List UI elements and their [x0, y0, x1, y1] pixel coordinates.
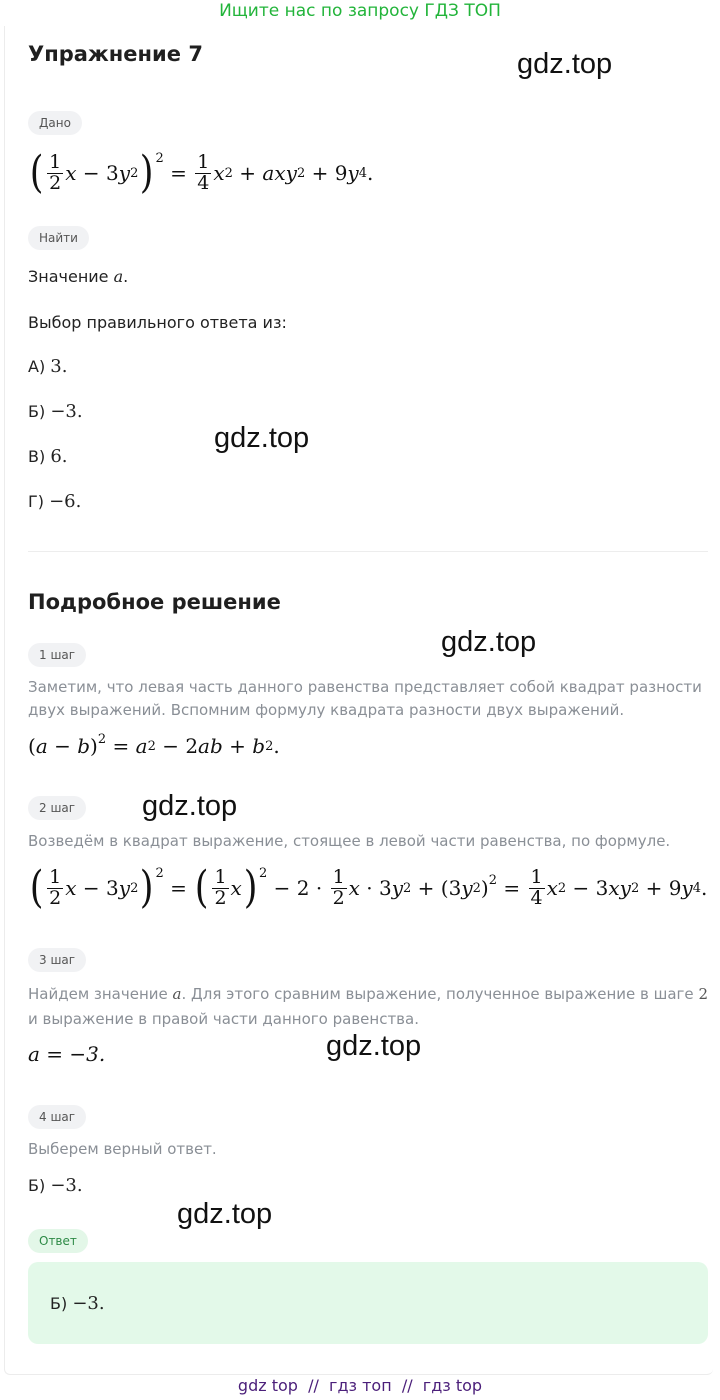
step-3-result: a = −3.: [28, 1042, 106, 1066]
option-a: А) 3.: [28, 356, 68, 377]
find-chip: Найти: [28, 226, 89, 250]
watermark: gdz.top: [326, 1030, 422, 1062]
divider: [28, 551, 708, 552]
step-2-chip: 2 шаг: [28, 796, 86, 820]
step-3-chip: 3 шаг: [28, 948, 86, 972]
answer-chip: Ответ: [28, 1229, 88, 1253]
given-equation: ( $\frac{1}{2}$ x − 3 y 2 ) $^2$ = $\frac{1}{4}$ x 2 + axy 2 + 9 y 4 .: [29, 147, 374, 198]
step-1-chip: 1 шаг: [28, 643, 86, 667]
given-chip: Дано: [28, 111, 82, 135]
step-1-formula: ( a − b ) $^2$ = a 2 − 2 ab + b 2 .: [28, 731, 280, 758]
step-4-text: Выберем верный ответ.: [28, 1140, 217, 1158]
page-title: Упражнение 7: [28, 42, 203, 66]
find-text: Значение a.: [28, 267, 129, 286]
top-banner[interactable]: Ищите нас по запросу ГДЗ ТОП: [219, 1, 501, 21]
watermark: gdz.top: [177, 1198, 273, 1230]
step-3-text: Найдем значение a. Для этого сравним выражение, полученное выражение в шаге 2 и выражение в правой части данного равенства.: [28, 985, 708, 1028]
footer-links[interactable]: gdz top // гдз топ // гдз top: [237, 1376, 483, 1395]
watermark: gdz.top: [142, 790, 238, 822]
step-2-text: Возведём в квадрат выражение, стоящее в левой части равенства, по формуле.: [28, 832, 671, 850]
choose-text: Выбор правильного ответа из:: [28, 313, 287, 332]
step-2-formula: ( $\frac{1}{2}$ x − 3 y 2 ) $^2$ = ( $\frac{1}{2}$ x ) $^2$ − 2 · $\frac{1}{2}$ x · 3 y 2 + (3 y 2 ) $^2$ = $\frac{1}{4}$ x 2 − 3 xy 2 + 9 y 4 .: [29, 862, 708, 913]
answer-text: Б) −3.: [50, 1293, 105, 1314]
option-b: Б) −3.: [28, 401, 83, 422]
step-4-chip: 4 шаг: [28, 1105, 86, 1129]
step-4-result: Б) −3.: [28, 1175, 83, 1196]
watermark: gdz.top: [517, 48, 613, 80]
option-v: В) 6.: [28, 446, 68, 467]
answer-box: [28, 1262, 708, 1344]
watermark: gdz.top: [441, 626, 537, 658]
option-g: Г) −6.: [28, 491, 82, 512]
step-1-text: Заметим, что левая часть данного равенства представляет собой квадрат разности двух выражений. Вспомним формулу квадрата разности двух выражений.: [28, 678, 702, 719]
watermark: gdz.top: [214, 422, 310, 454]
solution-title: Подробное решение: [28, 590, 281, 614]
